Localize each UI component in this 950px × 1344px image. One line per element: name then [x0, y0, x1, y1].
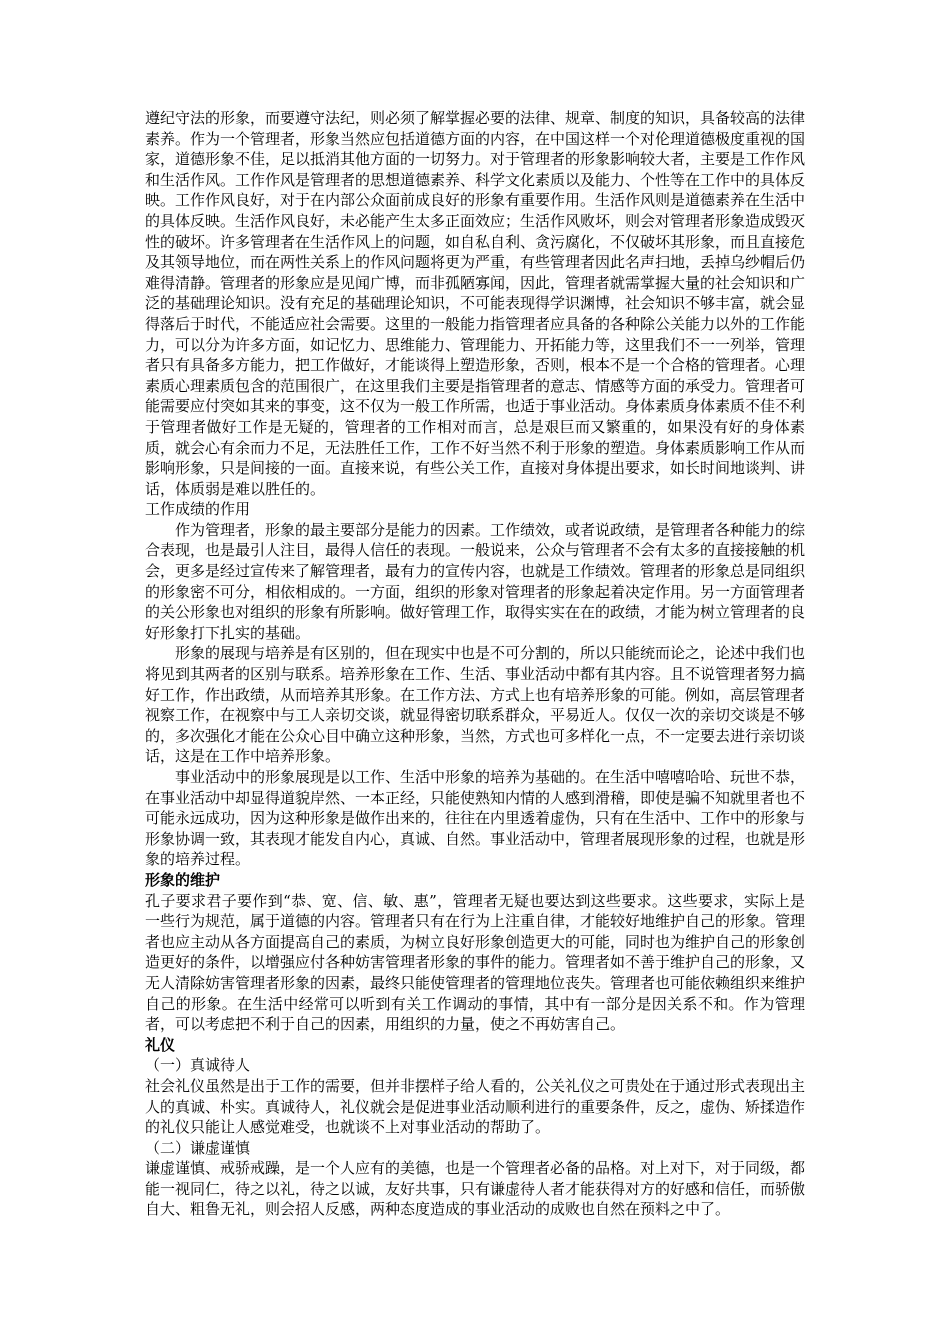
paragraph-modesty: 谦虚谨慎、戒骄戒躁，是一个人应有的美德，也是一个管理者必备的品格。对上对下，对于同级，都能一视同仁，待之以礼，待之以诚，友好共事，只有谦虚待人者才能获得对方的好感和信任，而骄傲自大、粗鲁无礼，则会招人反感，两种态度造成的事业活动的成败也自然在预料之中了。 [145, 1159, 806, 1219]
document-page [145, 108, 805, 1220]
heading-image-maintenance: 形象的维护 [145, 870, 221, 889]
paragraph-image-cultivation: 形象的展现与培养是有区别的，但在现实中也是不可分割的，所以只能统而论之，论述中我们也将见到其两者的区别与联系。培养形象在工作、生活、事业活动中都有其内容。且不说管理者努力搞好工作，作出政绩，从而培养其形象。在工作方法、方式上也有培养形象的可能。例如，高层管理者视察工作，在视察中与工人亲切交谈，就显得密切联系群众，平易近人。仅仅一次的亲切交谈是不够的，多次强化才能在公众心目中确立这种形象，当然，方式也可多样化一点，不一定要去进行亲切谈话，这是在工作中培养形象。 [145, 644, 806, 766]
paragraph-activity-image: 事业活动中的形象展现是以工作、生活中形象的培养为基础的。在生活中嘻嘻哈哈、玩世不恭，在事业活动中却显得道貌岸然、一本正经，只能使熟知内情的人感到滑稽，即使是骗不知就里者也不可能永远成功，因为这种形象是做作出来的，往往在内里透着虚伪，只有在生活中、工作中的形象与形象协调一致，其表现才能发自内心，真诚、自然。事业活动中，管理者展现形象的过程，也就是形象的培养过程。 [145, 768, 806, 869]
paragraph-sincerity: 社会礼仪虽然是出于工作的需要，但并非摆样子给人看的，公关礼仪之可贵处在于通过形式表现出主人的真诚、朴实。真诚待人，礼仪就会是促进事业活动顺利进行的重要条件，反之，虚伪、矫揉造作的礼仪只能让人感觉难受，也就谈不上对事业活动的帮助了。 [145, 1076, 806, 1137]
paragraph-virtue-and-qualities: 遵纪守法的形象，而要遵守法纪，则必须了解掌握必要的法律、规章、制度的知识，具备较高的法律素养。作为一个管理者，形象当然应包括道德方面的内容，在中国这样一个对伦理道德极度重视的国家，道德形象不佳，足以抵消其他方面的一切努力。对于管理者的形象影响较大者，主要是工作作风和生活作风。工作作风是管理者的思想道德素养、科学文化素质以及能力、个性等在工作中的具体反映。工作作风良好，对于在内部公众面前成良好的形象有重要作用。生活作风则是道德素养在生活中的具体反映。生活作风良好，未必能产生太多正面效应；生活作风败坏，则会对管理者形象造成毁灭性的破坏。许多管理者在生活作风上的问题，如自私自利、贪污腐化，不仅破坏其形象，而且直接危及其领导地位，而在两性关系上的作风问题将更为严重，有些管理者因此名声扫地，丢掉乌纱帽后仍难得清静。管理者的形象应是见闻广博，而非孤陋寡闻，因此，管理者就需掌握大量的社会知识和广泛的基础理论知识。没有充足的基础理论知识，不可能表现得学识渊博，社会知识不够丰富，就会显得落后于时代，不能适应社会需要。这里的一般能力指管理者应具备的各种除公关能力以外的工作能力，可以分为许多方面，如记忆力、思维能力、管理能力、开拓能力等，这里我们不一一列举，管理者只有具备多方能力，把工作做好，才能谈得上塑造形象，否则，根本不是一个合格的管理者。心理素质心理素质包含的范围很广，在这里我们主要是指管理者的意志、情感等方面的承受力。管理者可能需要应付突如其来的事变，这不仅为一般工作所需，也适于事业活动。身体素质身体素质不佳不利于管理者做好工作是无疑的，管理者的工作相对而言，总是艰巨而又繁重的，如果没有好的身体素质，就会心有余而力不足，无法胜任工作，工作不好当然不利于形象的塑造。身体素质影响工作从而影响形象，只是间接的一面。直接来说，有些公关工作，直接对身体提出要求，如长时间地谈判、讲话，体质弱是难以胜任的。 [145, 109, 806, 498]
subheading-modesty: （二）谦虚谨慎 [145, 1138, 251, 1157]
heading-etiquette: 礼仪 [145, 1035, 176, 1054]
paragraph-performance: 作为管理者，形象的最主要部分是能力的因素。工作绩效，或者说政绩，是管理者各种能力的综合表现，也是最引人注目，最得人信任的表现。一般说来，公众与管理者不会有太多的直接接触的机会，更多是经过宣传来了解管理者，最有力的宣传内容，也就是工作绩效。管理者的形象总是同组织的形象密不可分，相依相成的。一方面，组织的形象对管理者的形象起着决定作用。另一方面管理者的关公形象也对组织的形象有所影响。做好管理工作，取得实实在在的政绩，才能为树立管理者的良好形象打下扎实的基础。 [145, 520, 806, 642]
paragraph-image-maintenance: 孔子要求君子要作到“恭、宽、信、敏、惠”，管理者无疑也要达到这些要求。这些要求，实际上是一些行为规范，属于道德的内容。管理者只有在行为上注重自律，才能较好地维护自己的形象。管理者也应主动从各方面提高自己的素质，为树立良好形象创造更大的可能，同时也为维护自己的形象创造更好的条件，以增强应付各种妨害管理者形象的事件的能力。管理者如不善于维护自己的形象，又无人清除妨害管理者形象的因素，最终只能使管理者的管理地位丧失。管理者也可能依赖组织来维护自己的形象。在生活中经常可以听到有关工作调动的事情，其中有一部分是因关系不和。作为管理者，可以考虑把不利于自己的因素，用组织的力量，使之不再妨害自己。 [145, 891, 806, 1034]
subheading-work-achievement: 工作成绩的作用 [145, 500, 251, 519]
subheading-sincerity: （一）真诚待人 [145, 1056, 251, 1075]
